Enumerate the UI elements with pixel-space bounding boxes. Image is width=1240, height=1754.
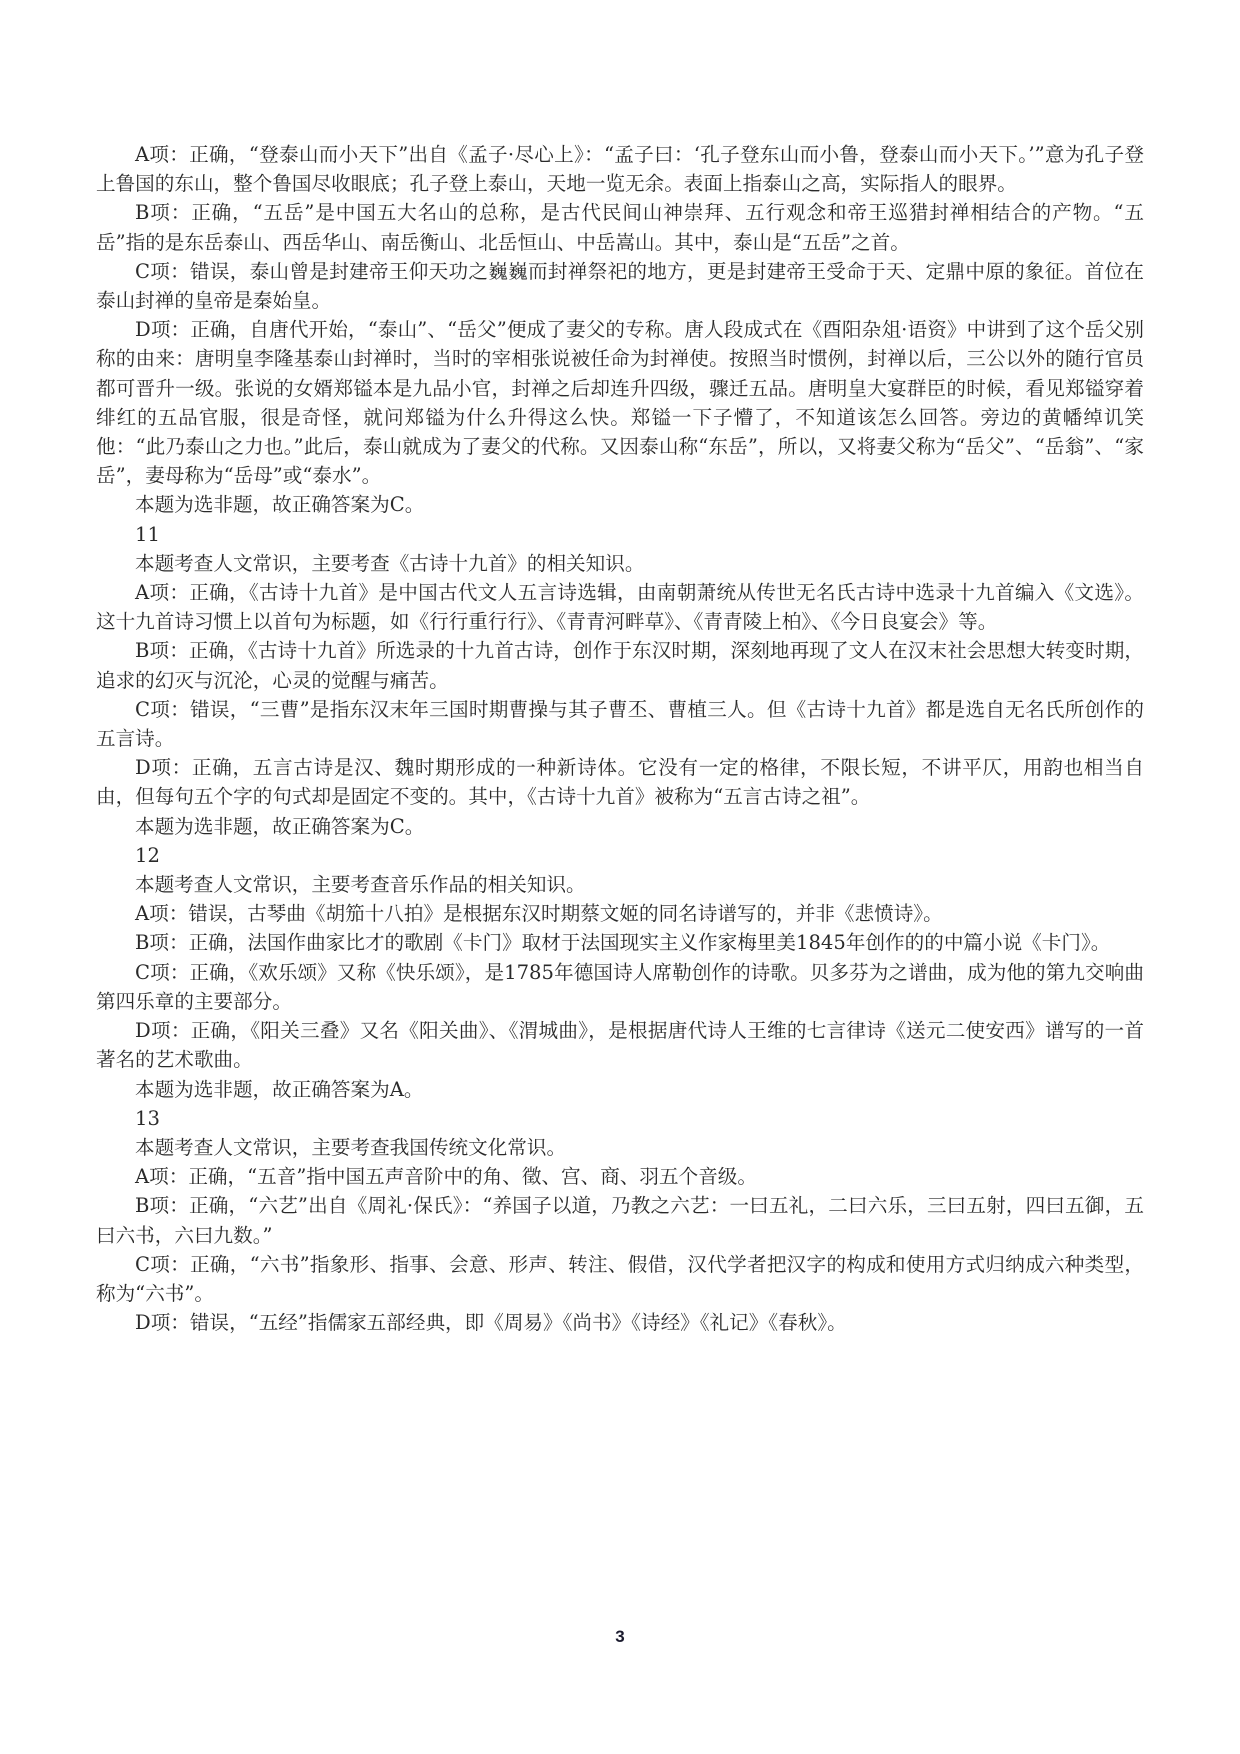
paragraph-q11-intro: 本题考查人文常识，主要考查《古诗十九首》的相关知识。: [135, 551, 645, 575]
paragraph-q11-option-d: D项：正确，五言古诗是汉、魏时期形成的一种新诗体。它没有一定的格律，不限长短，不讲平仄，用韵也相当自由，但每句五个字的句式却是固定不变的。其中，《古诗十九首》被称为“五言古诗之祖”。: [96, 756, 1144, 809]
paragraph-q11-answer: 本题为选非题，故正确答案为C。: [135, 814, 425, 838]
paragraph-q12-option-b: B项：正确，法国作曲家比才的歌剧《卡门》取材于法国现实主义作家梅里美1845年创作的的中篇小说《卡门》。: [135, 931, 1111, 955]
question-number-11: 11: [135, 522, 160, 546]
paragraph-q13-option-b: B项：正确，“六艺”出自《周礼·保氏》：“养国子以道，乃教之六艺：一曰五礼，二曰六乐，三曰五射，四曰五御，五曰六书，六曰九数。”: [96, 1194, 1144, 1247]
paragraph-q12-answer: 本题为选非题，故正确答案为A。: [135, 1077, 424, 1101]
paragraph-q10-answer: 本题为选非题，故正确答案为C。: [135, 493, 425, 517]
paragraph-q10-option-a: A项：正确，“登泰山而小天下”出自《孟子·尽心上》：“孟子曰：‘孔子登东山而小鲁，登泰山而小天下。’”意为孔子登上鲁国的东山，整个鲁国尽收眼底；孔子登上泰山，天地一览无余。表面上指泰山之高，实际指人的眼界。: [96, 143, 1144, 196]
page-number: 3: [615, 1627, 625, 1646]
paragraph-q10-option-d: D项：正确，自唐代开始，“泰山”、“岳父”便成了妻父的专称。唐人段成式在《酉阳杂俎·语资》中讲到了这个岳父别称的由来：唐明皇李隆基泰山封禅时，当时的宰相张说被任命为封禅使。按照当时惯例，封禅以后，三公以外的随行官员都可晋升一级。张说的女婿郑镒本是九品小官，封禅之后却连升四级，骤迁五品。唐明皇大宴群臣的时候，看见郑镒穿着绯红的五品官服，很是奇怪，就问郑镒为什么升得这么快。郑镒一下子懵了，不知道该怎么回答。旁边的黄幡绰讥笑他：“此乃泰山之力也。”此后，泰山就成为了妻父的代称。又因泰山称“东岳”，所以，又将妻父称为“岳父”、“岳翁”、“家岳”，妻母称为“岳母”或“泰水”。: [96, 318, 1144, 488]
paragraph-q11-option-a: A项：正确，《古诗十九首》是中国古代文人五言诗选辑，由南朝萧统从传世无名氏古诗中选录十九首编入《文选》。这十九首诗习惯上以首句为标题，如《行行重行行》、《青青河畔草》、《青青陵上柏》、《今日良宴会》等。: [96, 581, 1144, 634]
paragraph-q13-option-c: C项：正确，“六书”指象形、指事、会意、形声、转注、假借，汉代学者把汉字的构成和使用方式归纳成六种类型，称为“六书”。: [96, 1252, 1144, 1305]
question-number-12: 12: [135, 843, 160, 867]
paragraph-q13-option-d: D项：错误，“五经”指儒家五部经典，即《周易》《尚书》《诗经》《礼记》《春秋》。: [135, 1311, 847, 1335]
paragraph-q12-option-d: D项：正确，《阳关三叠》又名《阳关曲》、《渭城曲》，是根据唐代诗人王维的七言律诗《送元二使安西》谱写的一首著名的艺术歌曲。: [96, 1019, 1144, 1072]
paragraph-q10-option-b: B项：正确，“五岳”是中国五大名山的总称，是古代民间山神崇拜、五行观念和帝王巡猎封禅相结合的产物。“五岳”指的是东岳泰山、西岳华山、南岳衡山、北岳恒山、中岳嵩山。其中，泰山是“五岳”之首。: [96, 201, 1144, 254]
paragraph-q11-option-c: C项：错误，“三曹”是指东汉末年三国时期曹操与其子曹丕、曹植三人。但《古诗十九首》都是选自无名氏所创作的五言诗。: [96, 697, 1144, 751]
paragraph-q11-option-b: B项：正确，《古诗十九首》所选录的十九首古诗，创作于东汉时期，深刻地再现了文人在汉末社会思想大转变时期，追求的幻灭与沉沦，心灵的觉醒与痛苦。: [96, 639, 1144, 692]
paragraph-q12-option-c: C项：正确，《欢乐颂》又称《快乐颂》，是1785年德国诗人席勒创作的诗歌。贝多芬为之谱曲，成为他的第九交响曲第四乐章的主要部分。: [96, 960, 1144, 1013]
paragraph-q10-option-c: C项：错误，泰山曾是封建帝王仰天功之巍巍而封禅祭祀的地方，更是封建帝王受命于天、定鼎中原的象征。首位在泰山封禅的皇帝是秦始皇。: [96, 259, 1144, 313]
paragraph-q12-option-a: A项：错误，古琴曲《胡笳十八拍》是根据东汉时期蔡文姬的同名诗谱写的，并非《悲愤诗》。: [135, 902, 943, 926]
document-body: [96, 140, 1144, 1337]
paragraph-q12-intro: 本题考查人文常识，主要考查音乐作品的相关知识。: [135, 873, 586, 897]
paragraph-q13-intro: 本题考查人文常识，主要考查我国传统文化常识。: [135, 1135, 567, 1159]
paragraph-q13-option-a: A项：正确，“五音”指中国五声音阶中的角、徵、宫、商、羽五个音级。: [135, 1165, 757, 1189]
question-number-13: 13: [135, 1106, 160, 1130]
